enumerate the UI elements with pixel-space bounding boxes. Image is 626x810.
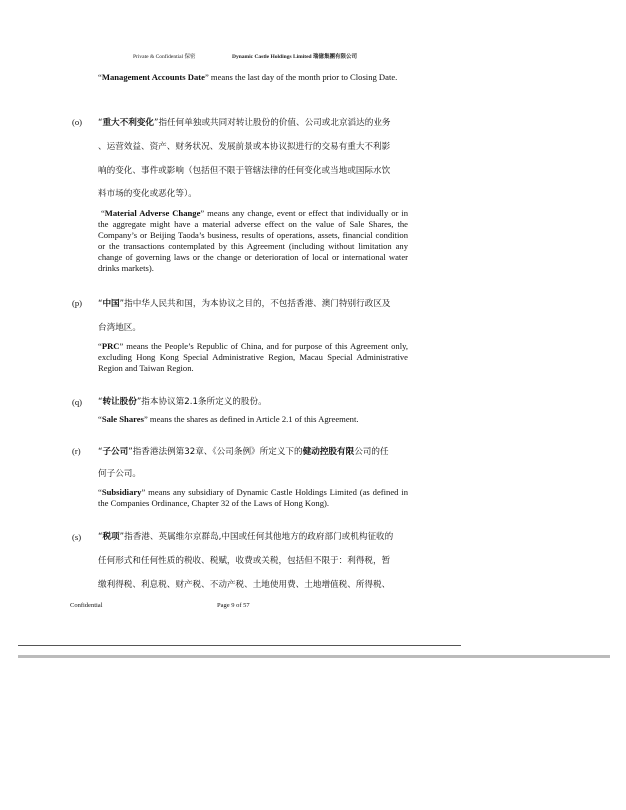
zh-line: “税项”指香港、英属维尔京群岛,中国或任何其他地方的政府部门或机构征收的	[98, 532, 394, 542]
term: 转让股份	[102, 397, 137, 407]
header-left: Private & Confidential 保密	[133, 54, 196, 60]
term: 税项	[102, 532, 120, 542]
term: 中国	[102, 299, 120, 309]
term: PRC	[101, 341, 120, 351]
clause-label: (o)	[72, 117, 83, 127]
term: Management Accounts Date	[101, 72, 205, 82]
term: 重大不利变化	[102, 118, 155, 128]
page-number: Page 9 of 57	[217, 602, 250, 609]
definition-en: “Material Adverse Change” means any change, event or effect that individually or in the aggregate might have a material adverse effect on the value of Sale Shares, the Company’s or Beijing Taoda’s business, results of operations, assets, financial condition or the transactions contemplated by this Agreement (including without limitation any change of governing laws or the change or deterioration of local or international water drinks markets).	[98, 208, 408, 273]
zh-line: 、运营效益、资产、财务状况、发展前景或本协议拟进行的交易有重大不利影	[98, 142, 391, 152]
definition-management-accounts-date: “Management Accounts Date” means the last day of the month prior to Closing Date.	[98, 72, 398, 82]
footer-divider	[18, 645, 461, 646]
zh-line: “中国”指中华人民共和国，为本协议之目的，不包括香港、澳门特别行政区及	[98, 299, 391, 309]
definition-en: “Sale Shares” means the shares as defined in Article 2.1 of this Agreement.	[98, 414, 359, 424]
clause-label: (p)	[72, 298, 83, 308]
definition-en: “Subsidiary” means any subsidiary of Dynamic Castle Holdings Limited (as defined in the Companies Ordinance, Chapter 32 of the Laws of Hong Kong).	[98, 487, 408, 508]
clause-label: (r)	[72, 446, 81, 456]
zh-line: 任何形式和任何性质的税收、税赋，收费或关税，包括但不限于：利得税，暂	[98, 556, 391, 566]
zh-line: 料市场的变化或恶化等）。	[98, 189, 197, 199]
zh-line: 台湾地区。	[98, 323, 141, 333]
zh-line: 缴利得税、利息税、财产税、不动产税、土地使用费、土地增值税、所得税、	[98, 580, 391, 590]
header-right: Dynamic Castle Holdings Limited 瑞億集團有限公司	[232, 54, 357, 60]
zh-line: “转让股份”指本协议第2.1条所定义的股份。	[98, 397, 267, 407]
zh-line: 响的变化、事件或影响（包括但不限于管辖法律的任何变化或当地或国际水饮	[98, 166, 391, 176]
definition-en: “PRC” means the People’s Republic of China, and for purpose of this Agreement only, excluding Hong Kong Special Administrative Region, Macau Special Administrative Region and Taiwan Region.	[98, 341, 408, 373]
zh-line: 何子公司。	[98, 469, 141, 479]
term: Subsidiary	[101, 487, 142, 497]
definition-text: ” means the last day of the month prior to Closing Date.	[204, 72, 398, 82]
zh-line: “重大不利变化”指任何单独或共同对转让股份的价值、公司或北京滔达的业务	[98, 118, 391, 128]
footer-left: Confidential	[70, 602, 103, 609]
clause-label: (q)	[72, 397, 83, 407]
page-break-divider	[18, 655, 610, 658]
term: 子公司	[102, 447, 129, 457]
term: Material Adverse Change	[104, 208, 201, 218]
clause-label: (s)	[72, 532, 82, 542]
term: Sale Shares	[101, 414, 144, 424]
zh-line: “子公司”指香港法例第32章、《公司条例》所定义下的健动控股有限公司的任	[98, 447, 389, 457]
